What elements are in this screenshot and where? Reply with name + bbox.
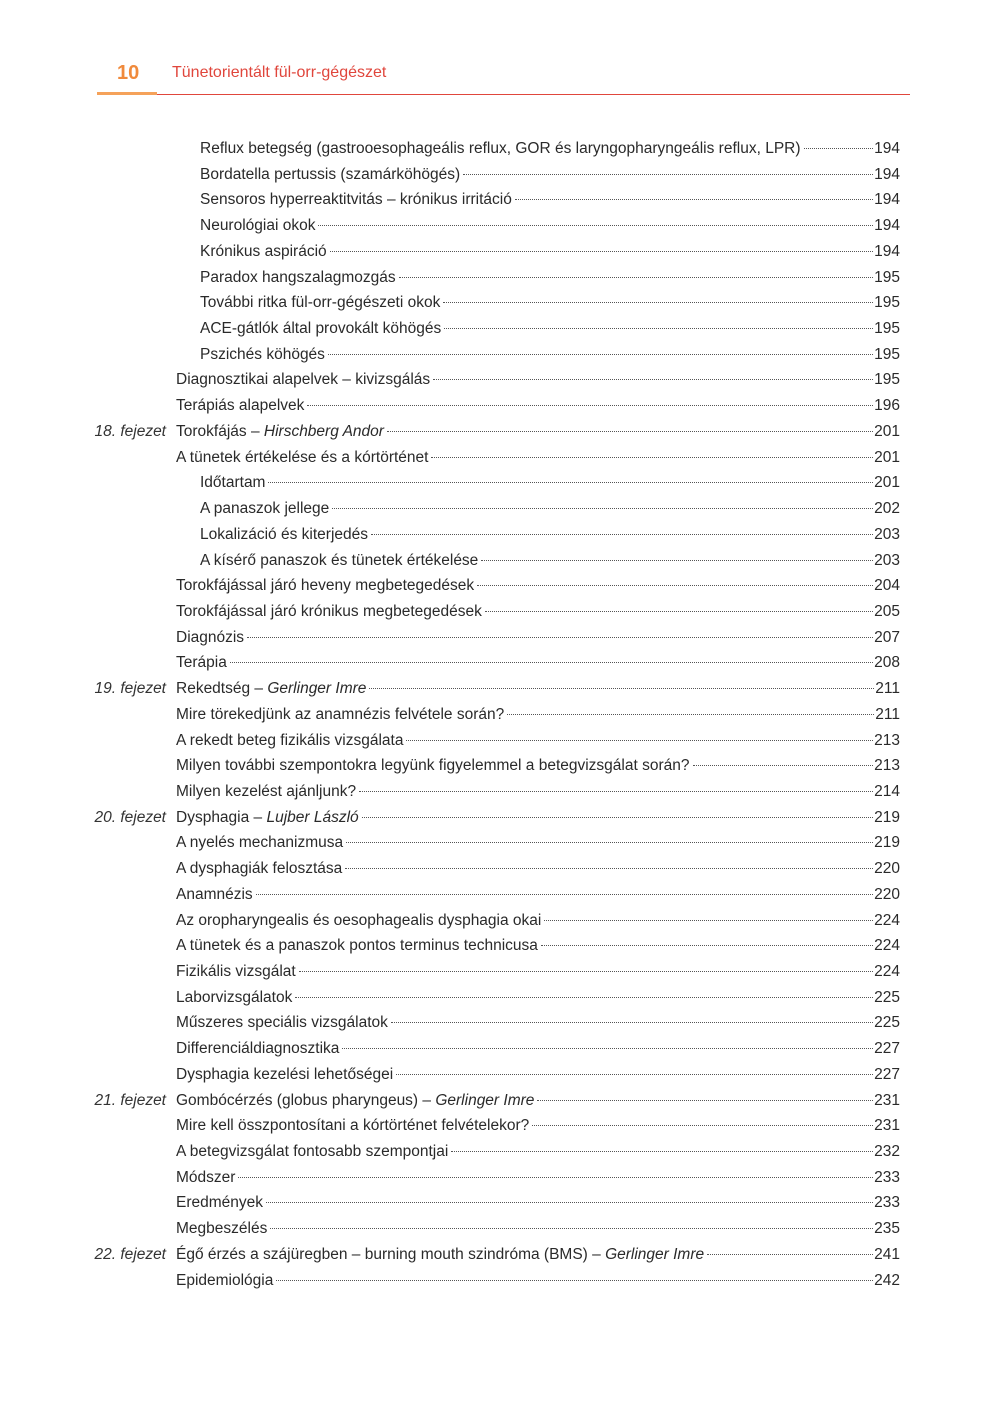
page-reference: 225: [874, 1014, 900, 1032]
entry-title: [176, 933, 538, 959]
toc-row: [0, 908, 1000, 934]
entry-title: [176, 1190, 263, 1216]
dot-leader: [270, 1228, 873, 1229]
toc-row: [0, 753, 1000, 779]
toc-row: [0, 316, 1000, 342]
entry-title-text: Diagnózis: [176, 628, 245, 646]
entry-title-text: Dysphagia –: [176, 808, 267, 826]
dot-leader: [481, 560, 873, 561]
toc-row: [0, 213, 1000, 239]
toc-row: [0, 676, 1000, 702]
toc-entry: [200, 496, 900, 522]
dot-leader: [707, 1254, 873, 1255]
entry-title: [176, 599, 482, 625]
toc-row: [0, 1062, 1000, 1088]
entry-title: [200, 470, 265, 496]
toc-row: [0, 650, 1000, 676]
toc-row: [0, 573, 1000, 599]
entry-title: [200, 342, 325, 368]
dot-leader: [268, 482, 873, 483]
entry-title: [200, 162, 460, 188]
dot-leader: [804, 148, 874, 149]
dot-leader: [230, 662, 873, 663]
toc-entry: [200, 136, 900, 162]
page-reference: 235: [874, 1220, 900, 1238]
toc-entry: [176, 1010, 900, 1036]
dot-leader: [444, 328, 873, 329]
entry-title: [176, 1165, 235, 1191]
toc-row: [0, 728, 1000, 754]
page-reference: 219: [874, 834, 900, 852]
dot-leader: [295, 997, 873, 998]
entry-title-text: Diagnosztikai alapelvek – kivizsgálás: [176, 371, 431, 389]
page-reference: 203: [874, 525, 900, 543]
page-reference: 194: [874, 242, 900, 260]
chapter-label: 19. fejezet: [94, 680, 166, 698]
toc-entry: [200, 548, 900, 574]
entry-title: [176, 1036, 339, 1062]
entry-title: [176, 650, 227, 676]
toc-row: [0, 702, 1000, 728]
dot-leader: [276, 1280, 873, 1281]
dot-leader: [477, 585, 873, 586]
toc-entry: [176, 728, 900, 754]
page-reference: 232: [874, 1143, 900, 1161]
toc-row: [0, 136, 1000, 162]
dot-leader: [307, 405, 873, 406]
entry-title-text: Differenciáldiagnosztika: [176, 1040, 340, 1058]
entry-title-text: Pszichés köhögés: [200, 345, 325, 363]
toc-entry: [200, 187, 900, 213]
toc-row: [0, 625, 1000, 651]
entry-title: [176, 779, 356, 805]
page-number: 10: [117, 62, 140, 84]
entry-title-text: Torokfájás –: [176, 422, 264, 440]
toc-row: [0, 959, 1000, 985]
toc-row: [0, 1113, 1000, 1139]
entry-title-text: Fizikális vizsgálat: [176, 963, 296, 980]
entry-title-text: Milyen kezelést ajánljunk?: [176, 782, 357, 800]
toc-row: [0, 419, 1000, 445]
entry-title-text: Terápia: [176, 654, 227, 672]
entry-title-text: A tünetek és a panaszok pontos terminus technicusa: [176, 937, 538, 955]
entry-title: [200, 213, 315, 239]
toc-row: [0, 1268, 1000, 1294]
page-reference: 195: [874, 268, 900, 286]
page-reference: 213: [874, 731, 900, 749]
dot-leader: [330, 251, 873, 252]
toc-entry: [200, 316, 900, 342]
entry-title-text: Terápiás alapelvek: [176, 397, 305, 415]
entry-author: Gerlinger Imre: [267, 680, 367, 698]
entry-title: [176, 445, 428, 471]
dot-leader: [399, 277, 874, 278]
entry-title: [176, 1088, 534, 1114]
toc-entry: [176, 599, 900, 625]
page-reference: 224: [874, 911, 900, 929]
entry-title-text: Műszeres speciális vizsgálatok: [176, 1014, 388, 1032]
entry-title: [176, 676, 366, 702]
entry-title-text: Gombócérzés (globus pharyngeus) –: [176, 1091, 436, 1109]
page-reference: 225: [874, 988, 900, 1006]
entry-title-text: Torokfájással járó krónikus megbetegedések: [176, 602, 482, 620]
toc-entry: [176, 933, 900, 959]
page-reference: 231: [874, 1117, 900, 1135]
entry-title-text: Sensoros hyperreaktitvitás – krónikus irritáció: [200, 191, 512, 209]
chapter-label: 22. fejezet: [94, 1245, 166, 1263]
toc-row: [0, 1216, 1000, 1242]
entry-title-text: A rekedt beteg fizikális vizsgálata: [176, 731, 404, 749]
header-rule: [157, 94, 910, 95]
entry-title: [200, 522, 368, 548]
toc-row: [0, 445, 1000, 471]
toc-entry: [176, 1165, 900, 1191]
page-reference: 213: [874, 757, 900, 775]
dot-leader: [299, 971, 873, 972]
toc-entry: [200, 162, 900, 188]
dot-leader: [443, 302, 873, 303]
entry-title-text: Laborvizsgálatok: [176, 988, 293, 1006]
entry-title: [176, 393, 304, 419]
toc-row: [0, 265, 1000, 291]
entry-title: [200, 290, 440, 316]
dot-leader: [346, 842, 873, 843]
page-reference: 201: [874, 422, 900, 440]
page-reference: 224: [874, 937, 900, 955]
page-reference: 219: [874, 808, 900, 826]
page-reference: 227: [874, 1065, 900, 1083]
entry-title: [176, 419, 384, 445]
toc-entry: [176, 393, 900, 419]
dot-leader: [359, 791, 873, 792]
toc-entry: [176, 1139, 900, 1165]
entry-author: Lujber László: [266, 808, 359, 826]
entry-title-text: Neurológiai okok: [200, 217, 316, 235]
toc-row: [0, 779, 1000, 805]
entry-title-text: Időtartam: [200, 474, 266, 492]
entry-title-text: ACE-gátlók által provokált köhögés: [200, 320, 442, 338]
page-reference: 202: [874, 500, 900, 518]
toc-row: [0, 1165, 1000, 1191]
entry-title-text: További ritka fül-orr-gégészeti okok: [200, 294, 441, 312]
toc-row: [0, 548, 1000, 574]
page-reference: 195: [874, 320, 900, 338]
entry-title: [176, 702, 504, 728]
toc-entry: [176, 753, 900, 779]
dot-leader: [507, 714, 874, 715]
toc-entry: [176, 625, 900, 651]
toc-entry: [176, 882, 900, 908]
page-reference: 233: [874, 1194, 900, 1212]
toc-row: [0, 1010, 1000, 1036]
toc-entry: [176, 959, 900, 985]
dot-leader: [544, 920, 873, 921]
toc-entry: [200, 342, 900, 368]
page-reference: 220: [874, 860, 900, 878]
entry-title-text: Bordatella pertussis (szamárköhögés): [200, 165, 461, 183]
dot-leader: [342, 1048, 873, 1049]
entry-title-text: Epidemiológia: [176, 1271, 274, 1289]
page-reference: 227: [874, 1040, 900, 1058]
entry-title: [200, 316, 441, 342]
page-reference: 201: [874, 474, 900, 492]
toc-row: [0, 522, 1000, 548]
toc-entry: [176, 1242, 900, 1268]
toc-entry: [200, 470, 900, 496]
entry-title: [176, 856, 342, 882]
entry-title-text: A betegvizsgálat fontosabb szempontjai: [176, 1143, 449, 1161]
entry-author: Gerlinger Imre: [435, 1091, 535, 1109]
toc-row: [0, 985, 1000, 1011]
entry-title-text: A nyelés mechanizmusa: [176, 834, 344, 852]
dot-leader: [332, 508, 873, 509]
entry-title-text: A kísérő panaszok és tünetek értékelése: [200, 551, 479, 569]
toc-row: [0, 367, 1000, 393]
entry-title-text: A panaszok jellege: [200, 500, 330, 518]
entry-title-text: A dysphagiák felosztása: [176, 860, 343, 878]
toc-entry: [176, 1268, 900, 1294]
entry-title: [176, 1062, 393, 1088]
page-reference: 208: [874, 654, 900, 672]
page-reference: 194: [874, 217, 900, 235]
page-reference: 242: [874, 1271, 900, 1289]
dot-leader: [541, 945, 873, 946]
page-reference: 201: [874, 448, 900, 466]
dot-leader: [406, 740, 873, 741]
page-reference: 211: [875, 705, 900, 723]
entry-title: [176, 1010, 388, 1036]
page-reference: 196: [874, 397, 900, 415]
toc-row: [0, 1242, 1000, 1268]
entry-title: [176, 1268, 273, 1294]
entry-title: [176, 573, 474, 599]
chapter-label: 18. fejezet: [94, 422, 166, 440]
toc-row: [0, 393, 1000, 419]
page-reference: 195: [874, 345, 900, 363]
entry-title: [200, 548, 478, 574]
entry-title-text: Lokalizáció és kiterjedés: [200, 525, 369, 543]
entry-title-text: Anamnézis: [176, 885, 253, 903]
page-reference: 195: [874, 371, 900, 389]
toc-entry: [176, 1190, 900, 1216]
table-of-contents: [0, 136, 1000, 1293]
dot-leader: [371, 534, 873, 535]
entry-title: [200, 239, 327, 265]
toc-entry: [176, 676, 900, 702]
entry-title: [176, 625, 244, 651]
toc-entry: [200, 265, 900, 291]
running-title: Tünetorientált fül-orr-gégészet: [172, 64, 387, 81]
toc-entry: [176, 1216, 900, 1242]
entry-title-text: Reflux betegség (gastrooesophageális reflux, GOR és laryngopharyngeális reflux, LPR): [200, 140, 801, 157]
entry-title-text: Dysphagia kezelési lehetőségei: [176, 1065, 394, 1083]
page-reference: 233: [874, 1168, 900, 1186]
entry-title-text: A tünetek értékelése és a kórtörténet: [176, 448, 429, 466]
dot-leader: [266, 1202, 873, 1203]
toc-entry: [176, 445, 900, 471]
toc-entry: [176, 1062, 900, 1088]
page-reference: 194: [874, 140, 900, 157]
entry-title-text: Módszer: [176, 1168, 236, 1186]
entry-title: [176, 805, 359, 831]
page-reference: 194: [874, 165, 900, 183]
dot-leader: [387, 431, 873, 432]
dot-leader: [485, 611, 873, 612]
dot-leader: [451, 1151, 873, 1152]
toc-row: [0, 1036, 1000, 1062]
dot-leader: [431, 457, 873, 458]
entry-title: [176, 728, 403, 754]
page-reference: 211: [875, 680, 900, 698]
entry-title: [176, 753, 690, 779]
entry-title: [176, 1113, 529, 1139]
entry-title-text: Az oropharyngealis és oesophagealis dysphagia okai: [176, 911, 542, 929]
page-number-underline: [97, 92, 157, 95]
toc-entry: [176, 702, 900, 728]
dot-leader: [532, 1125, 873, 1126]
toc-row: [0, 470, 1000, 496]
entry-title-text: Paradox hangszalagmozgás: [200, 268, 396, 286]
entry-title: [176, 1242, 704, 1268]
dot-leader: [328, 354, 873, 355]
dot-leader: [238, 1177, 873, 1178]
entry-title: [176, 1139, 448, 1165]
page-reference: 205: [874, 602, 900, 620]
entry-title: [176, 985, 292, 1011]
page-reference: 241: [874, 1245, 900, 1263]
toc-entry: [200, 213, 900, 239]
toc-row: [0, 1190, 1000, 1216]
toc-entry: [176, 650, 900, 676]
entry-title-text: Mire törekedjünk az anamnézis felvétele során?: [176, 705, 505, 723]
toc-entry: [176, 985, 900, 1011]
toc-row: [0, 805, 1000, 831]
page-reference: 224: [874, 963, 900, 980]
dot-leader: [256, 894, 873, 895]
dot-leader: [463, 174, 873, 175]
toc-entry: [176, 779, 900, 805]
page-reference: 220: [874, 885, 900, 903]
dot-leader: [345, 868, 873, 869]
toc-row: [0, 882, 1000, 908]
entry-title-text: Torokfájással járó heveny megbetegedések: [176, 577, 475, 595]
dot-leader: [396, 1074, 873, 1075]
entry-title: [176, 830, 343, 856]
dot-leader: [391, 1022, 873, 1023]
entry-title-text: Krónikus aspiráció: [200, 242, 327, 260]
toc-entry: [176, 1036, 900, 1062]
entry-title-text: Eredmények: [176, 1194, 264, 1212]
toc-row: [0, 342, 1000, 368]
toc-entry: [176, 1113, 900, 1139]
toc-row: [0, 599, 1000, 625]
toc-entry: [200, 239, 900, 265]
dot-leader: [247, 637, 873, 638]
dot-leader: [537, 1100, 873, 1101]
toc-entry: [176, 830, 900, 856]
toc-entry: [200, 522, 900, 548]
toc-row: [0, 290, 1000, 316]
entry-title-text: Mire kell összpontosítani a kórtörténet felvételekor?: [176, 1117, 530, 1135]
toc-row: [0, 933, 1000, 959]
page-reference: 195: [874, 294, 900, 312]
toc-row: [0, 239, 1000, 265]
toc-entry: [176, 908, 900, 934]
entry-author: Gerlinger Imre: [605, 1245, 705, 1263]
toc-row: [0, 856, 1000, 882]
dot-leader: [693, 765, 874, 766]
page-reference: 231: [874, 1091, 900, 1109]
entry-title-text: Rekedtség –: [176, 680, 268, 698]
entry-title-text: Megbeszélés: [176, 1220, 268, 1238]
toc-row: [0, 830, 1000, 856]
entry-title: [176, 367, 430, 393]
dot-leader: [433, 379, 873, 380]
dot-leader: [318, 225, 873, 226]
page-reference: 194: [874, 191, 900, 209]
dot-leader: [369, 688, 874, 689]
entry-title: [200, 265, 396, 291]
chapter-label: 20. fejezet: [94, 808, 166, 826]
toc-entry: [176, 1088, 900, 1114]
page-reference: 204: [874, 577, 900, 595]
dot-leader: [515, 199, 873, 200]
entry-title: [176, 959, 296, 985]
toc-entry: [176, 856, 900, 882]
entry-title: [200, 187, 512, 213]
entry-title-text: Milyen további szempontokra legyünk figyelemmel a betegvizsgálat során?: [176, 757, 690, 775]
page-reference: 207: [874, 628, 900, 646]
toc-row: [0, 1088, 1000, 1114]
toc-entry: [176, 805, 900, 831]
page-reference: 203: [874, 551, 900, 569]
entry-title: [176, 908, 541, 934]
entry-author: Hirschberg Andor: [263, 422, 384, 440]
entry-title: [176, 882, 253, 908]
page-header: [97, 58, 910, 96]
page-reference: 214: [874, 782, 900, 800]
entry-title: [200, 496, 329, 522]
toc-entry: [200, 290, 900, 316]
toc-entry: [176, 573, 900, 599]
toc-entry: [176, 419, 900, 445]
entry-title-text: Égő érzés a szájüregben – burning mouth szindróma (BMS) –: [176, 1245, 606, 1263]
entry-title: [176, 1216, 267, 1242]
dot-leader: [362, 817, 873, 818]
toc-row: [0, 496, 1000, 522]
toc-entry: [176, 367, 900, 393]
entry-title: [200, 136, 801, 162]
toc-row: [0, 1139, 1000, 1165]
toc-row: [0, 187, 1000, 213]
chapter-label: 21. fejezet: [94, 1091, 166, 1109]
toc-row: [0, 162, 1000, 188]
